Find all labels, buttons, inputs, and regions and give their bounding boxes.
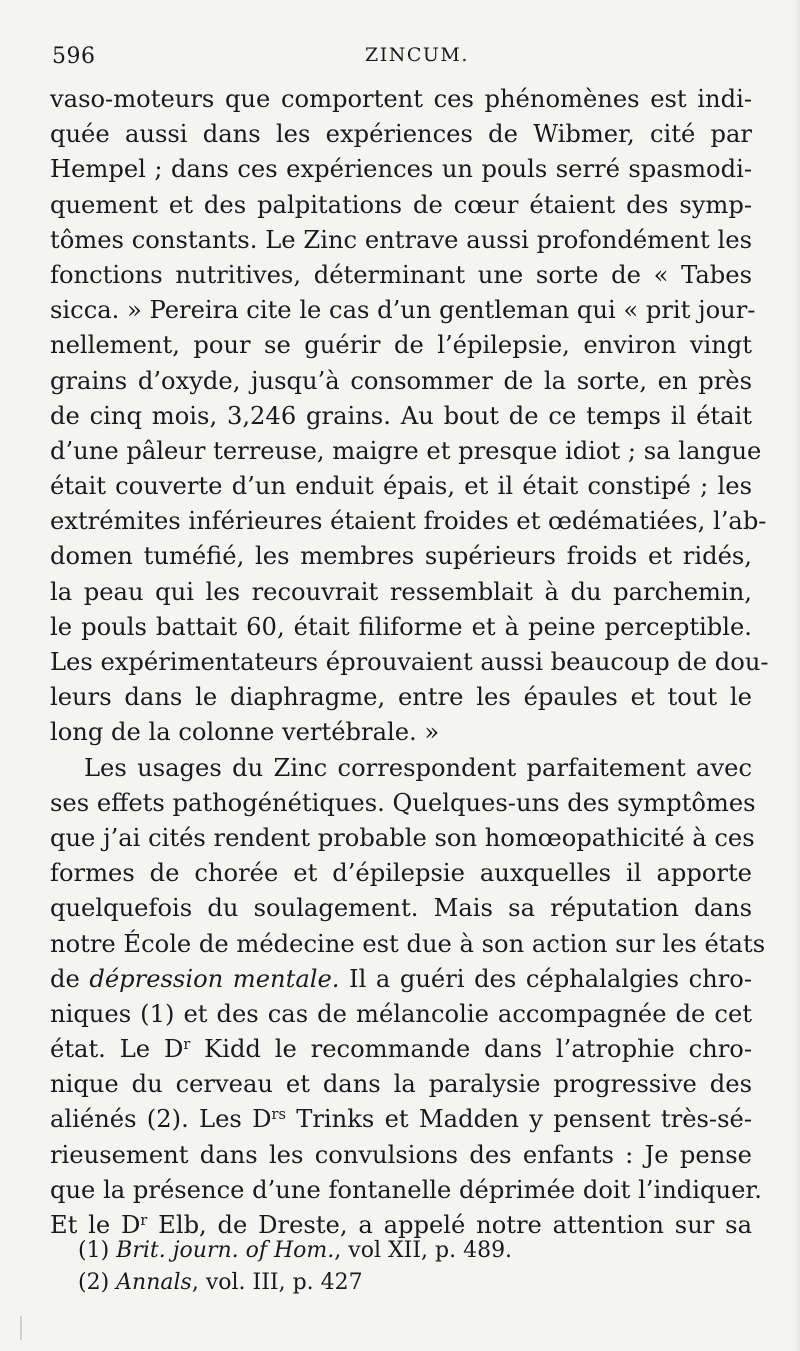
running-title: ZINCUM. xyxy=(365,44,469,66)
text-line: Les usages du Zinc correspondent parfaitement avec xyxy=(84,753,752,782)
text-segment: Trinks et Madden y pensent très-sé- xyxy=(285,1105,752,1134)
text-line: notre École de médecine est due à son action sur les états xyxy=(50,929,766,958)
text-line: niques (1) et des cas de mélancolie accompagnée de cet xyxy=(50,999,752,1028)
body-text xyxy=(50,82,769,1243)
footnote-marker: (1) xyxy=(78,1238,117,1263)
text-line: formes de chorée et d’épilepsie auxquelles il apporte xyxy=(50,859,752,888)
text-line: que j’ai cités rendent probable son homœopathicité à ces xyxy=(50,823,755,852)
text-segment: Kidd le recommande dans l’atrophie chro- xyxy=(190,1035,752,1064)
text-line xyxy=(50,1032,752,1067)
text-line: d’une pâleur terreuse, maigre et presque idiot ; sa langue xyxy=(50,436,762,465)
text-line: long de la colonne vertébrale. » xyxy=(50,718,440,747)
page-header xyxy=(52,44,752,78)
footnote-source-title: Brit. journ. of Hom. xyxy=(116,1238,335,1263)
abbreviation-superscript: r xyxy=(140,1213,148,1230)
text-segment: état. Le D xyxy=(50,1035,184,1064)
text-segment: Et le D xyxy=(50,1211,141,1239)
footnotes xyxy=(78,1235,718,1299)
text-line: Hempel ; dans ces expériences un pouls serré spasmodi- xyxy=(50,155,752,184)
text-line: nique du cerveau et dans la paralysie progressive des xyxy=(50,1070,752,1099)
text-line: extrémites inférieures étaient froides et œdématiées, l’ab- xyxy=(50,507,767,536)
text-line: quée aussi dans les expériences de Wibmer, cité par xyxy=(50,120,752,149)
page-edge-mark xyxy=(20,1316,22,1340)
text-line: nellement, pour se guérir de l’épilepsie, environ vingt xyxy=(50,331,752,360)
text-line: le pouls battait 60, était filiforme et à peine perceptible. xyxy=(50,612,752,641)
abbreviation-superscript: r xyxy=(183,1037,191,1054)
text-line: rieusement dans les convulsions des enfants : Je pense xyxy=(50,1140,752,1169)
abbreviation-superscript: rs xyxy=(271,1107,286,1124)
text-line: sicca. » Pereira cite le cas d’un gentleman qui « prit jour- xyxy=(50,296,756,325)
text-segment: aliénés (2). Les D xyxy=(50,1105,272,1134)
text-segment: Elb, de Dreste, a appelé notre attention sur sa xyxy=(147,1211,752,1239)
footnote-reference: , vol. III, p. 427 xyxy=(191,1270,363,1295)
footnote-source-title: Annals xyxy=(116,1270,192,1295)
text-line: de cinq mois, 3,246 grains. Au bout de ce temps il était xyxy=(50,401,752,430)
text-line: quement et des palpitations de cœur étaient des symp- xyxy=(50,190,752,219)
text-line: ses effets pathogénétiques. Quelques-uns des symptômes xyxy=(50,788,756,817)
footnote-2 xyxy=(78,1267,718,1299)
text-line: que la présence d’une fontanelle déprimée doit l’indiquer. xyxy=(50,1175,762,1204)
page-number: 596 xyxy=(52,44,96,69)
text-line xyxy=(50,1102,752,1137)
text-line: quelquefois du soulagement. Mais sa réputation dans xyxy=(50,894,752,923)
italic-phrase: dépression mentale. xyxy=(89,964,340,993)
text-line: fonctions nutritives, déterminant une sorte de « Tabes xyxy=(50,260,752,289)
text-line: Les expérimentateurs éprouvaient aussi beaucoup de dou- xyxy=(50,648,769,676)
text-line: domen tuméfié, les membres supérieurs froids et ridés, xyxy=(50,542,752,571)
text-segment: de xyxy=(50,964,90,993)
text-line xyxy=(50,962,752,997)
text-line: tômes constants. Le Zinc entrave aussi profondément les xyxy=(50,225,752,254)
text-line: leurs dans le diaphragme, entre les épaules et tout le xyxy=(50,683,752,712)
text-line: grains d’oxyde, jusqu’à consommer de la sorte, en près xyxy=(50,366,752,395)
text-segment: Il a guéri des céphalalgies chro- xyxy=(339,964,752,993)
footnote-1 xyxy=(78,1235,718,1267)
footnote-marker: (2) xyxy=(78,1270,117,1295)
text-line: vaso-moteurs que comportent ces phénomènes est indi- xyxy=(50,85,752,113)
text-line: était couverte d’un enduit épais, et il était constipé ; les xyxy=(50,472,752,501)
text-line: la peau qui les recouvrait ressemblait à du parchemin, xyxy=(50,577,752,606)
footnote-reference: , vol XII, p. 489. xyxy=(334,1238,513,1263)
